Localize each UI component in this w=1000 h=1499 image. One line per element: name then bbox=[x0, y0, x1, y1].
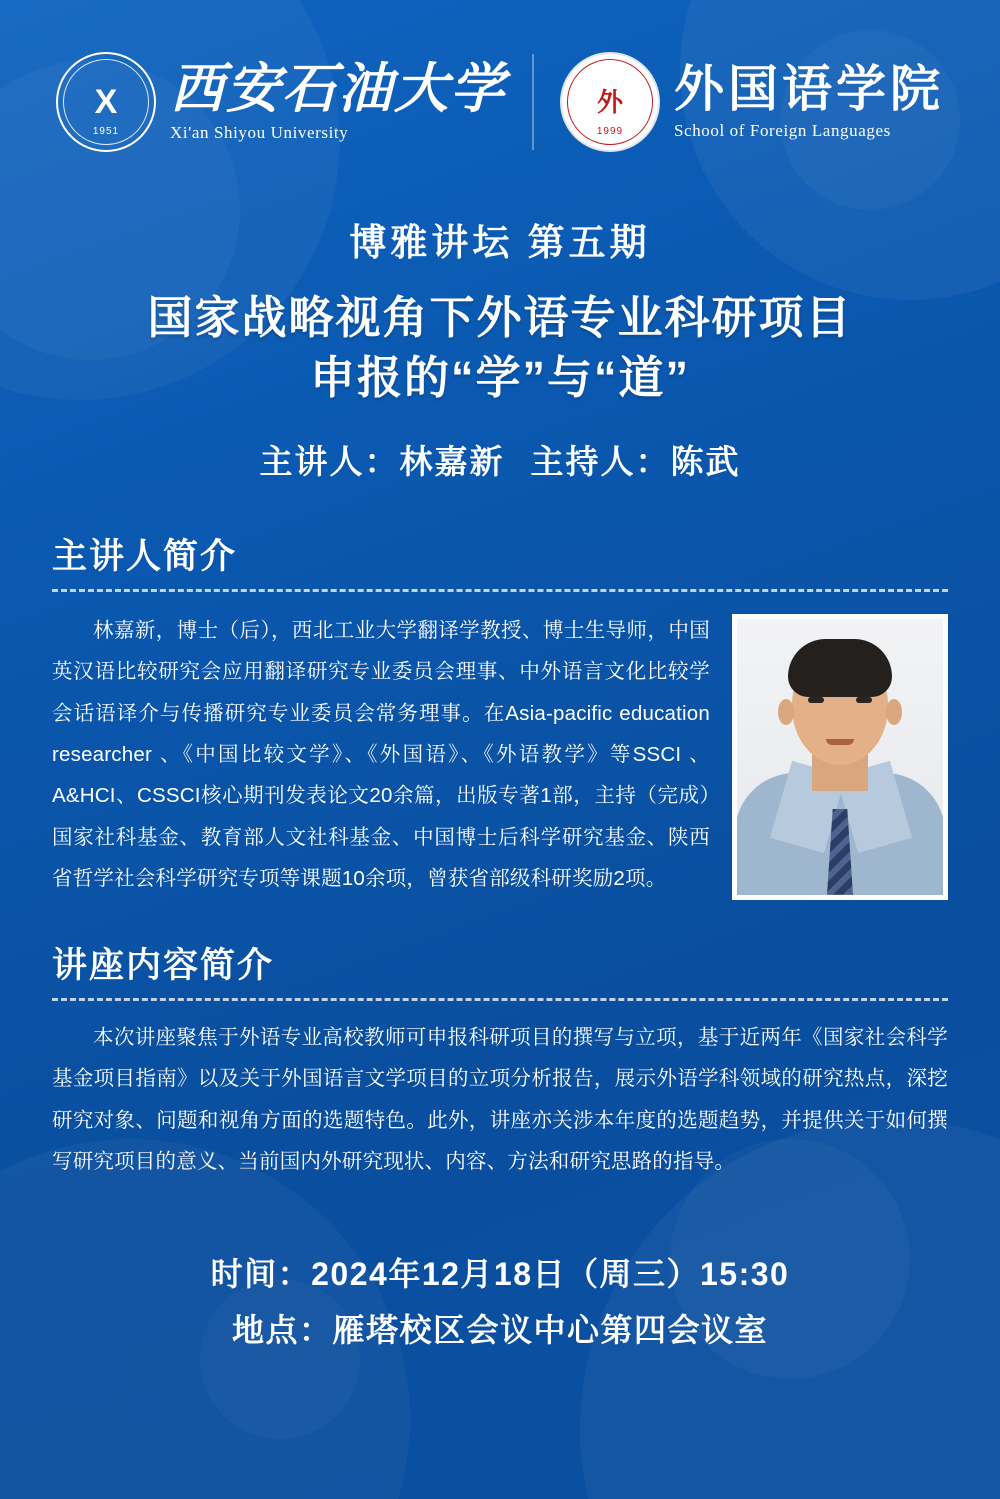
school-name-en: School of Foreign Languages bbox=[674, 121, 891, 141]
header-divider bbox=[532, 54, 534, 150]
speaker-label: 主讲人：林嘉新 bbox=[259, 442, 505, 480]
speaker-host-line bbox=[0, 436, 1000, 483]
section-divider bbox=[52, 589, 948, 592]
section-heading-content: 讲座内容简介 bbox=[52, 945, 275, 985]
section-heading-bio: 主讲人简介 bbox=[52, 536, 238, 576]
university-name-en: Xi'an Shiyou University bbox=[170, 123, 349, 143]
page-title bbox=[0, 288, 1000, 408]
host-label: 主持人：陈武 bbox=[530, 442, 741, 480]
university-seal-center-text: X bbox=[94, 83, 118, 121]
school-seal-center-text: 外 bbox=[596, 87, 623, 117]
poster-footer bbox=[0, 1246, 1000, 1358]
avatar bbox=[737, 619, 943, 895]
university-seal-icon bbox=[56, 52, 156, 152]
event-time: 时间：2024年12月18日（周三）15:30 bbox=[210, 1256, 790, 1293]
title-line-1: 国家战略视角下外语专业科研项目 bbox=[147, 292, 853, 343]
speaker-bio-text: 林嘉新，博士（后），西北工业大学翻译学教授、博士生导师，中国英汉语比较研究会应用翻译研究专业委员会理事、中外语言文化比较学会话语译介与传播研究专业委员会常务理事。在Asia-pacific education researcher 、《中国比较文学》、《外国语》、《外语教学》等SSCI 、A&HCI、CSSCI核心期刊发表论文20余篇，出版专著1部，主持（完成）国家社科基金、教育部人文社科基金、中国博士后科学研究基金、陕西省哲学社会科学研究专项等课题10余项，曾获省部级科研奖励2项。 bbox=[52, 618, 710, 891]
school-logo bbox=[560, 52, 944, 152]
section-speaker-bio bbox=[52, 529, 948, 900]
school-seal-year: 1999 bbox=[596, 126, 624, 137]
section-divider bbox=[52, 998, 948, 1001]
university-name-cn: 西安石油大学 bbox=[170, 58, 506, 119]
speaker-portrait bbox=[732, 614, 948, 900]
poster-header bbox=[0, 0, 1000, 152]
lecture-content-text: 本次讲座聚焦于外语专业高校教师可申报科研项目的撰写与立项，基于近两年《国家社会科学基金项目指南》以及关于外国语言文学项目的立项分析报告，展示外语学科领域的研究热点，深挖研究对象、问题和视角方面的选题特色。此外，讲座亦关涉本年度的选题趋势，并提供关于如何撰写研究项目的意义、当前国内外研究现状、内容、方法和研究思路的指导。 bbox=[52, 1025, 948, 1173]
event-place: 地点：雁塔校区会议中心第四会议室 bbox=[231, 1312, 768, 1349]
title-line-2: 申报的“学”与“道” bbox=[309, 351, 690, 403]
university-seal-year: 1951 bbox=[92, 126, 120, 137]
school-name-cn: 外国语学院 bbox=[674, 60, 944, 117]
university-logo bbox=[56, 52, 506, 152]
school-seal-icon bbox=[560, 52, 660, 152]
series-label: 博雅讲坛 第五期 bbox=[349, 222, 651, 263]
section-lecture-content bbox=[52, 938, 948, 1183]
